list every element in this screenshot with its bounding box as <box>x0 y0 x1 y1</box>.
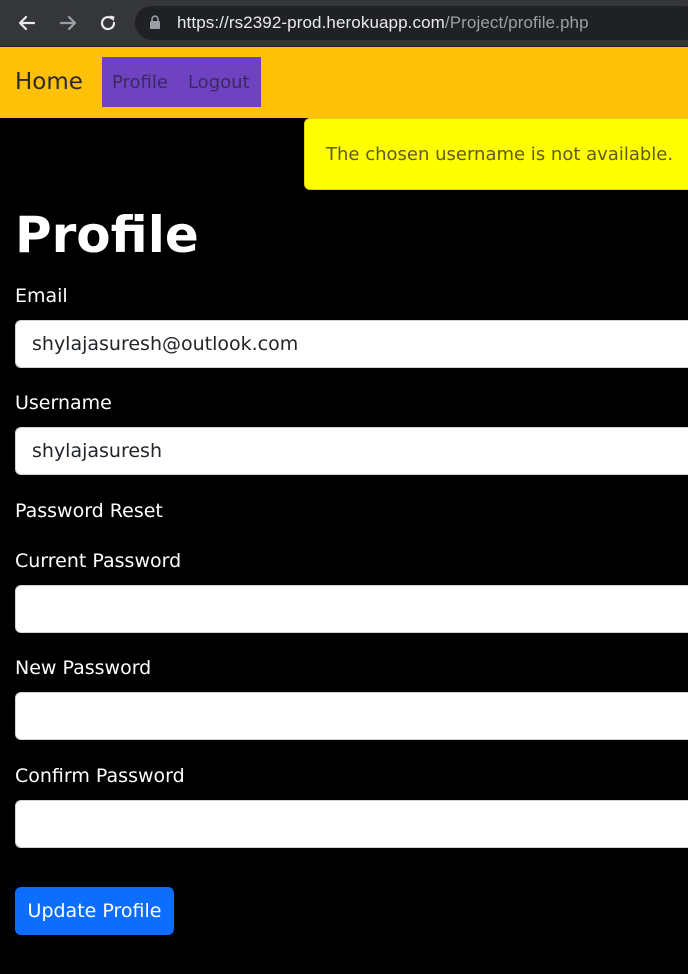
update-profile-button[interactable]: Update Profile <box>15 887 174 935</box>
browser-toolbar <box>0 0 688 47</box>
page-title: Profile <box>15 206 199 264</box>
nav-link-logout[interactable]: Logout <box>187 71 250 93</box>
password-reset-heading: Password Reset <box>15 500 163 522</box>
nav-link-group <box>102 57 261 107</box>
flash-message: The chosen username is not available. <box>326 144 674 165</box>
username-label: Username <box>15 392 112 414</box>
current-password-field[interactable] <box>15 585 688 633</box>
new-password-label: New Password <box>15 657 152 679</box>
url-path: /Project/profile.php <box>444 13 589 32</box>
username-field[interactable] <box>15 427 688 475</box>
site-navbar <box>0 47 688 118</box>
lock-icon <box>149 15 161 34</box>
address-bar[interactable] <box>135 6 688 40</box>
url-host: https://rs2392-prod.herokuapp.com <box>177 13 445 32</box>
confirm-password-label: Confirm Password <box>15 765 185 787</box>
forward-arrow-icon[interactable] <box>55 10 81 36</box>
reload-icon[interactable] <box>95 10 121 36</box>
email-field[interactable] <box>15 320 688 368</box>
back-arrow-icon[interactable] <box>14 10 40 36</box>
current-password-label: Current Password <box>15 550 182 572</box>
confirm-password-field[interactable] <box>15 800 688 848</box>
email-label: Email <box>15 285 68 307</box>
new-password-field[interactable] <box>15 692 688 740</box>
url-text <box>177 13 589 33</box>
nav-link-profile[interactable]: Profile <box>112 71 168 93</box>
home-link[interactable]: Home <box>15 69 83 95</box>
flash-alert <box>304 118 688 190</box>
